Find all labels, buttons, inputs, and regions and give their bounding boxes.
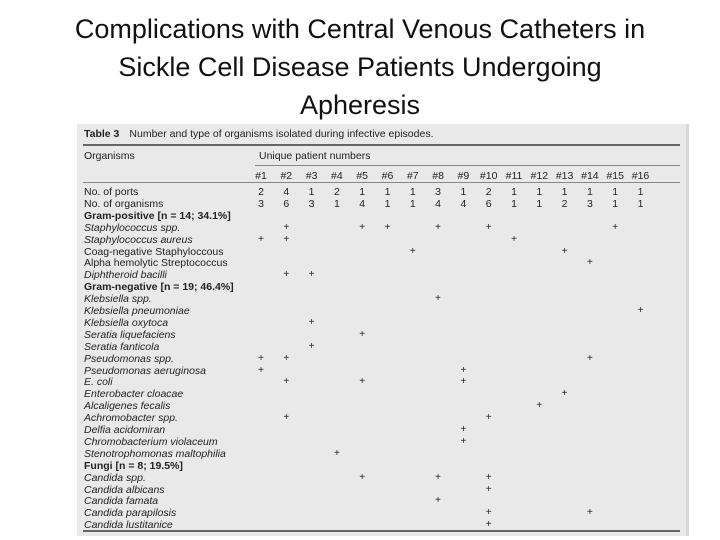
table-cell: +: [485, 221, 492, 233]
row-label: Candida parapilosis: [84, 507, 177, 520]
row-label: E. coli: [84, 376, 113, 389]
table-cell: +: [283, 221, 290, 233]
row-label: Chromobacterium violaceum: [84, 435, 218, 448]
patient-column-header: #9: [457, 170, 470, 182]
table-cell: +: [612, 221, 619, 233]
table-cell: 4: [460, 197, 467, 210]
table-cell: +: [409, 245, 416, 257]
patient-column-header: #7: [406, 170, 419, 182]
table-caption: [84, 128, 434, 140]
table-cell: 1: [409, 186, 416, 198]
patient-column-header: #12: [530, 170, 549, 182]
table-cell: 1: [637, 197, 644, 210]
patient-column-header: #8: [432, 170, 444, 182]
table-cell: 3: [308, 197, 315, 210]
table-cell: +: [283, 412, 290, 424]
row-label: No. of ports: [84, 186, 139, 198]
patient-column-header: #5: [356, 170, 369, 182]
patient-column-header: #6: [381, 170, 394, 182]
row-label: Seratia liquefaciens: [84, 328, 176, 341]
row-label: Candida famata: [84, 495, 159, 508]
table-cell: +: [511, 233, 517, 245]
table-cell: 4: [435, 197, 442, 210]
row-label: Candida albicans: [84, 483, 165, 496]
table-cell: 1: [612, 186, 619, 198]
table-cell: 1: [460, 186, 467, 198]
row-label: Alcaligenes fecalis: [84, 400, 171, 413]
table-cell: +: [460, 364, 467, 376]
table-cell: +: [359, 376, 366, 388]
table-cell: 6: [283, 197, 290, 210]
table-cell: +: [637, 305, 644, 316]
row-label: Staphylococcus spp.: [84, 221, 181, 234]
row-label: Diphtheroid bacilli: [84, 269, 167, 282]
patient-column-header: #13: [555, 170, 574, 182]
table-cell: +: [586, 352, 593, 364]
table-cell: 1: [536, 186, 543, 198]
title-line-1: Complications with Central Venous Catheters in: [74, 14, 646, 44]
row-label: Stenotrophomonas maltophilia: [84, 447, 226, 460]
header-bottom-rule: [83, 182, 680, 183]
title-line-3: Apheresis: [299, 90, 421, 120]
table-cell: +: [308, 316, 315, 328]
row-label: Candida lustitanice: [84, 519, 173, 532]
table-cell: 1: [384, 197, 391, 210]
table-cell: +: [359, 221, 366, 233]
table-cell: +: [435, 293, 442, 305]
table-cell: +: [283, 376, 290, 388]
patient-column-header: #2: [280, 170, 293, 182]
table-cell: +: [586, 257, 593, 269]
table-cell: 1: [586, 186, 593, 198]
row-label: Achromobacter spp.: [84, 412, 178, 425]
table-cell: +: [586, 507, 593, 519]
table-cell: +: [561, 245, 568, 257]
table-cell: +: [561, 388, 568, 400]
slide-title: [0, 10, 720, 124]
table-label: Table 3: [84, 128, 120, 140]
table-cell: 1: [511, 186, 517, 198]
table-cell: 4: [283, 186, 290, 198]
patient-column-header: #4: [331, 170, 343, 182]
row-label: Klebsiella oxytoca: [84, 316, 169, 329]
table-cell: +: [435, 471, 442, 483]
row-label: Gram-positive [n = 14; 34.1%]: [84, 209, 231, 222]
table-cell: +: [258, 233, 264, 245]
table-cell: +: [435, 495, 442, 507]
patient-column-header: #3: [305, 170, 318, 182]
table-cell: 1: [511, 197, 517, 210]
header-unique-patient-numbers: Unique patient numbers: [259, 150, 371, 162]
table-cell: +: [283, 233, 290, 245]
table-cell: +: [485, 471, 492, 483]
table-cell: +: [536, 400, 543, 412]
row-label: Gram-negative [n = 19; 46.4%]: [84, 281, 234, 294]
row-label: Pseudomonas aeruginosa: [84, 364, 207, 377]
table-cell: +: [460, 435, 467, 447]
table-cell: +: [384, 221, 391, 233]
table-caption-text: Number and type of organisms isolated during infective episodes.: [129, 128, 434, 140]
table-cell: 1: [561, 186, 568, 198]
table-cell: +: [283, 269, 290, 281]
table-cell: +: [435, 221, 442, 233]
table-cell: +: [258, 364, 264, 376]
title-line-2: Sickle Cell Disease Patients Undergoing: [118, 52, 602, 82]
row-label: Alpha hemolytic Streptococcus: [84, 257, 228, 270]
table-cell: +: [333, 447, 340, 459]
table-cell: +: [359, 328, 366, 340]
table-cell: 1: [637, 186, 644, 198]
table-cell: 1: [359, 186, 366, 198]
table-cell: 3: [586, 197, 593, 210]
table-cell: +: [485, 519, 492, 531]
table-cell: +: [485, 483, 492, 495]
table-cell: 1: [333, 197, 340, 210]
table-cell: 3: [258, 197, 264, 210]
table-cell: +: [258, 352, 264, 364]
table-cell: +: [359, 471, 366, 483]
header-organisms: Organisms: [84, 150, 135, 162]
patient-column-header: #16: [631, 170, 650, 182]
table-cell: 2: [333, 186, 340, 198]
table-cell: 2: [485, 186, 492, 198]
patient-column-header: #1: [255, 170, 267, 182]
patient-column-header: #14: [581, 170, 599, 182]
table-cell: 1: [612, 197, 619, 210]
row-label: Candida spp.: [84, 471, 146, 484]
table-cell: 6: [485, 197, 492, 210]
table-top-rule: [83, 144, 680, 146]
table-cell: +: [308, 269, 315, 281]
table-cell: +: [308, 340, 315, 352]
header-subrule: [255, 165, 680, 166]
table-cell: +: [460, 424, 467, 435]
table-cell: 1: [384, 186, 391, 198]
row-label: Pseudomonas spp.: [84, 352, 174, 365]
table-cell: +: [283, 352, 290, 364]
table-cell: +: [485, 507, 492, 519]
row-label: Delfia acidomiran: [84, 424, 166, 436]
table-cell: +: [485, 412, 492, 424]
table-cell: 1: [308, 186, 315, 198]
patient-column-header: #15: [606, 170, 624, 182]
row-label: Coag-negative Staphyloccous: [84, 245, 224, 258]
row-label: No. of organisms: [84, 197, 164, 210]
table-cell: 1: [409, 197, 416, 210]
table-cell: 3: [435, 186, 442, 198]
row-label: Enterobacter cloacae: [84, 388, 184, 401]
patient-column-header: #11: [505, 170, 523, 182]
table-cell: 1: [536, 197, 543, 210]
row-label: Staphylococcus aureus: [84, 233, 193, 246]
table-cell: 4: [359, 197, 366, 210]
table-cell: +: [460, 376, 467, 388]
table-cell: 2: [258, 186, 264, 198]
row-label: Fungi [n = 8; 19.5%]: [84, 459, 183, 472]
row-label: Seratia fanticola: [84, 340, 160, 353]
patient-column-header: #10: [479, 170, 498, 182]
row-label: Klebsiella pneumoniae: [84, 305, 190, 317]
organisms-table: [77, 124, 689, 536]
row-label: Klebsiella spp.: [84, 293, 152, 306]
table-cell: 2: [561, 197, 568, 210]
